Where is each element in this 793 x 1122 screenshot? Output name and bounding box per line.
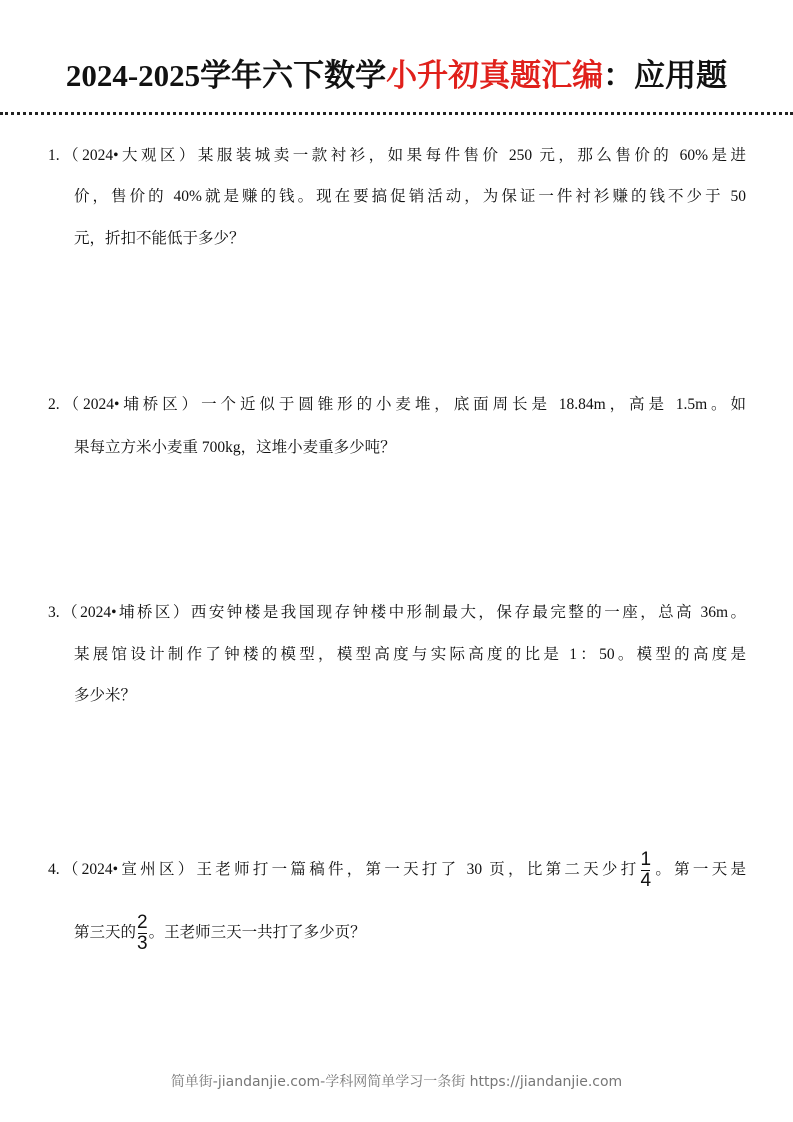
question-line: 果每立方米小麦重 700kg，这堆小麦重多少吨？ (74, 439, 396, 456)
title-part-2-highlight: 小升初真题汇编 (386, 58, 604, 93)
question-line: 多少米？ (74, 687, 137, 704)
question-line: 价，售价的 40%就是赚的钱。现在要搞促销活动，为保证一件衬衫赚的钱不少于 50 (74, 188, 746, 205)
question-line: 3.（2024•埔桥区）西安钟楼是我国现存钟楼中形制最大，保存最完整的一座，总高 36m。 (48, 604, 746, 621)
fraction-numerator: 2 (137, 912, 148, 933)
question-text: 。第一天是 (652, 861, 746, 879)
fraction-numerator: 1 (640, 849, 652, 870)
question-line: 2.（2024•埔桥区）一个近似于圆锥形的小麦堆，底面周长是 18.84m，高是 1.5m。如 (48, 396, 746, 413)
question-line: 1.（2024•大观区）某服装城卖一款衬衫，如果每件售价 250 元，那么售价的 60%是进 (48, 147, 746, 164)
page-title (0, 50, 793, 95)
fraction (137, 913, 148, 954)
title-part-1: 2024-2025学年六下数学 (65, 58, 387, 93)
fraction (641, 850, 652, 891)
question-text: 4.（2024•宣州区）王老师打一篇稿件，第一天打了 30 页，比第二天少打 (48, 861, 640, 879)
dotted-divider (0, 112, 793, 115)
question-line (74, 913, 746, 954)
question-text: 。王老师三天一共打了多少页？ (148, 924, 366, 942)
question-line: 某展馆设计制作了钟楼的模型，模型高度与实际高度的比是 1：50。模型的高度是 (74, 646, 746, 663)
title-part-3: ：应用题 (603, 58, 728, 93)
question-line (48, 850, 746, 891)
question-line: 元，折扣不能低于多少？ (74, 230, 245, 247)
fraction-denominator: 4 (640, 870, 652, 891)
fraction-denominator: 3 (137, 933, 148, 954)
page-footer: 简单街-jiandanjie.com-学科网简单学习一条街 https://jiandanjie.com (170, 1074, 623, 1090)
question-text: 第三天的 (74, 924, 137, 942)
